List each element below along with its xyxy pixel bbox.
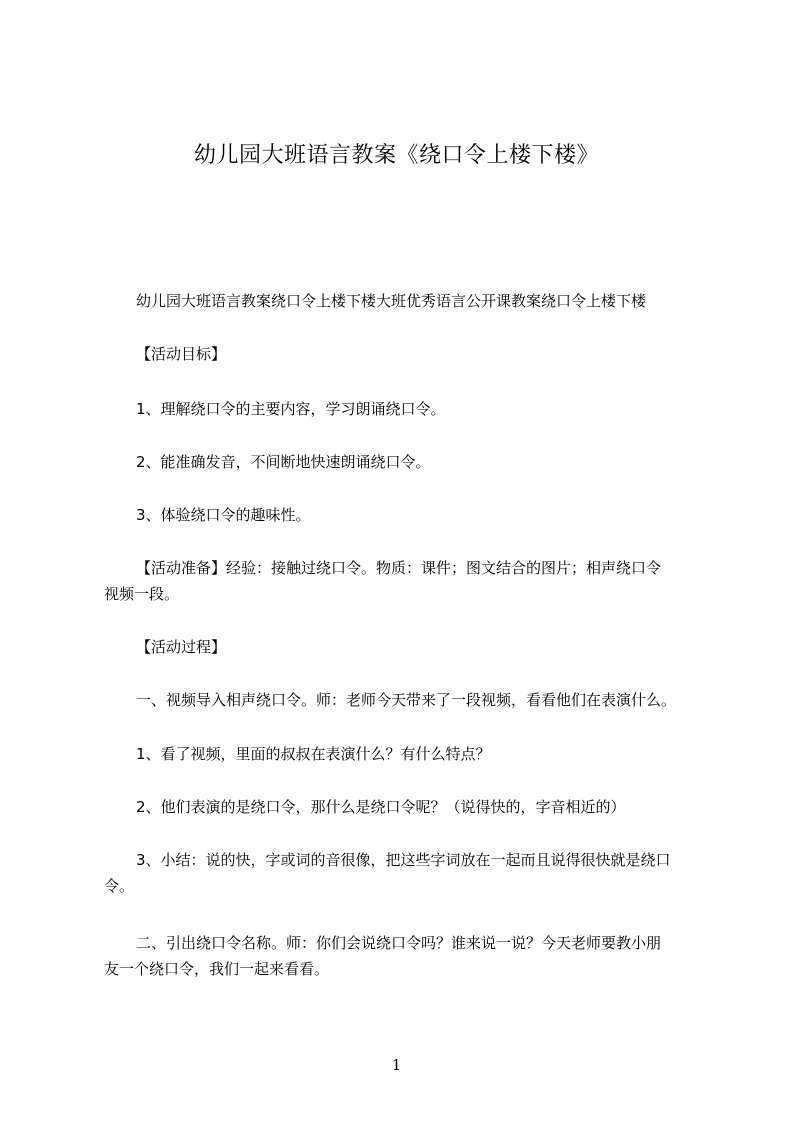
goals-heading: 【活动目标】 xyxy=(136,345,227,363)
process-heading: 【活动过程】 xyxy=(136,638,227,656)
page-number: 1 xyxy=(391,1056,402,1074)
step-1-summary-paragraph xyxy=(104,847,710,899)
goal-item-2: 2、能准确发音，不间断地快速朗诵绕口令。 xyxy=(136,453,431,471)
process-step-2-line-1: 二、引出绕口令名称。师：你们会说绕口令吗？谁来说一说？今天老师要教小朋 xyxy=(136,934,662,952)
preparation-paragraph xyxy=(104,555,710,607)
goal-item-3: 3、体验绕口令的趣味性。 xyxy=(136,506,311,524)
step-1-summary-line-1: 3、小结：说的快，字或词的音很像，把这些字词放在一起而且说得很快就是绕口 xyxy=(136,851,671,869)
document-title: 幼儿园大班语言教案《绕口令上楼下楼》 xyxy=(193,143,599,168)
preparation-line-2: 视频一段。 xyxy=(104,585,180,603)
step-1-summary-line-2: 令。 xyxy=(104,877,135,895)
process-step-2-paragraph xyxy=(104,930,710,982)
step-1-question-2: 2、他们表演的是绕口令，那什么是绕口令呢？（说得快的，字音相近的） xyxy=(136,798,626,816)
goal-item-1: 1、理解绕口令的主要内容，学习朗诵绕口令。 xyxy=(136,400,446,418)
document-subtitle: 幼儿园大班语言教案绕口令上楼下楼大班优秀语言公开课教案绕口令上楼下楼 xyxy=(136,292,647,310)
process-step-1: 一、视频导入相声绕口令。师：老师今天带来了一段视频，看看他们在表演什么。 xyxy=(136,691,677,709)
step-1-question-1: 1、看了视频，里面的叔叔在表演什么？有什么特点？ xyxy=(136,745,491,763)
process-step-2-line-2: 友一个绕口令，我们一起来看看。 xyxy=(104,960,330,978)
preparation-line-1: 【活动准备】经验：接触过绕口令。物质：课件；图文结合的图片；相声绕口令 xyxy=(136,559,662,577)
